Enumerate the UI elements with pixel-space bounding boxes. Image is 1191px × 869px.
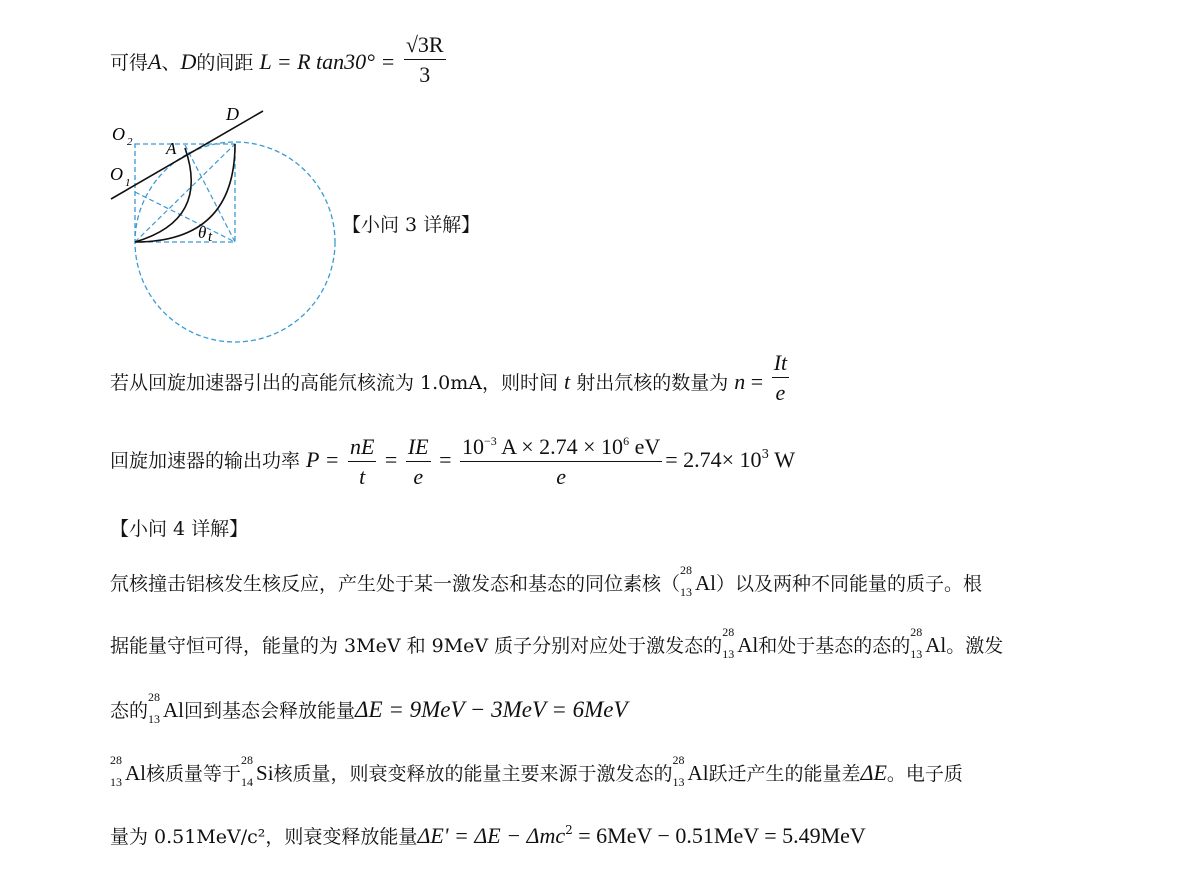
heading-q3: 【小问 3 详解】 bbox=[342, 214, 481, 236]
text: eV bbox=[629, 434, 661, 459]
fraction bbox=[772, 352, 789, 404]
text: ）以及两种不同能量的质子。根 bbox=[716, 573, 983, 595]
mass-number: 28 bbox=[722, 625, 735, 639]
label-t: t bbox=[208, 229, 213, 245]
mass-number: 28 bbox=[680, 563, 693, 577]
var-d: D bbox=[180, 49, 197, 74]
paragraph bbox=[110, 753, 963, 789]
text: 据能量守恒可得，能量的为 3MeV 和 9MeV 质子分别对应处于激发态的 bbox=[110, 635, 723, 657]
atomic-number: 13 bbox=[680, 585, 693, 599]
fraction bbox=[404, 34, 446, 86]
exponent: 3 bbox=[761, 447, 770, 461]
paragraph bbox=[110, 563, 983, 599]
text: 的间距 bbox=[196, 52, 254, 74]
line-power bbox=[110, 436, 795, 488]
text: 态的 bbox=[110, 700, 149, 722]
mass-number: 28 bbox=[910, 625, 923, 639]
text: 可得 bbox=[110, 52, 149, 74]
var-t: t bbox=[564, 369, 571, 394]
symbol: Al bbox=[163, 698, 185, 722]
atomic-number: 13 bbox=[722, 647, 735, 661]
line-count bbox=[110, 350, 792, 410]
text: A × 2.74 × 10 bbox=[496, 434, 624, 459]
result: = 2.74× 10 bbox=[665, 447, 762, 472]
symbol: Al bbox=[687, 761, 709, 785]
label-o2: O bbox=[112, 124, 125, 144]
equals: = bbox=[433, 447, 457, 472]
equation: ΔE' = ΔE − Δmc bbox=[417, 823, 566, 848]
symbol: Al bbox=[695, 571, 717, 595]
symbol: Al bbox=[925, 633, 947, 657]
fraction bbox=[406, 436, 431, 488]
line-spacing-result bbox=[110, 32, 449, 90]
atomic-number: 13 bbox=[910, 647, 923, 661]
var-p: P = bbox=[306, 447, 345, 472]
isotope-al bbox=[672, 753, 709, 789]
denominator: e bbox=[556, 464, 566, 489]
equals: = bbox=[379, 447, 403, 472]
label-o2-sub: 2 bbox=[127, 136, 133, 148]
mass-number: 28 bbox=[148, 690, 161, 704]
isotope-al bbox=[680, 563, 717, 599]
atomic-number: 13 bbox=[110, 775, 122, 789]
text: 10 bbox=[462, 434, 484, 459]
text: 若从回旋加速器引出的高能氘核流为 1.0mA，则时间 bbox=[110, 372, 565, 394]
mass-number: 28 bbox=[241, 753, 254, 767]
text: 和处于基态的态的 bbox=[758, 635, 911, 657]
text: 核质量等于 bbox=[146, 763, 242, 785]
denominator: e bbox=[775, 380, 786, 405]
numerator: IE bbox=[406, 436, 431, 462]
equation: L = R tan30° = bbox=[259, 49, 401, 74]
isotope-si bbox=[241, 753, 274, 789]
heading-q4: 【小问 4 详解】 bbox=[110, 518, 249, 540]
atomic-number: 13 bbox=[148, 712, 161, 726]
var-a: A bbox=[148, 49, 162, 74]
text: 射出氘核的数量为 bbox=[570, 372, 735, 394]
delta-e: ΔE bbox=[860, 760, 887, 785]
text: 回旋加速器的输出功率 bbox=[110, 450, 307, 472]
denominator: t bbox=[359, 464, 366, 489]
paragraph bbox=[110, 625, 1004, 661]
numerator: nE bbox=[348, 436, 376, 462]
exponent: 6 bbox=[623, 434, 630, 448]
isotope-al bbox=[110, 753, 146, 789]
exponent: −3 bbox=[484, 434, 497, 448]
text: 核质量，则衰变释放的能量主要来源于激发态的 bbox=[273, 763, 673, 785]
numerator bbox=[460, 436, 662, 462]
symbol: Al bbox=[125, 761, 146, 785]
symbol: Si bbox=[256, 761, 274, 785]
var-n: n bbox=[734, 369, 746, 394]
denominator: 3 bbox=[419, 62, 431, 87]
label-o1: O bbox=[110, 164, 123, 184]
label-theta: θ bbox=[198, 223, 207, 242]
equation: = 6MeV − 0.51MeV = 5.49MeV bbox=[572, 823, 866, 848]
text: 、 bbox=[161, 52, 181, 74]
isotope-al bbox=[910, 625, 947, 661]
fraction bbox=[348, 436, 376, 488]
mass-number: 28 bbox=[672, 753, 685, 767]
fraction bbox=[460, 436, 662, 488]
label-a: A bbox=[166, 139, 177, 158]
text: 。电子质 bbox=[886, 763, 963, 785]
text: 氘核撞击铝核发生核反应，产生处于某一激发态和基态的同位素核（ bbox=[110, 573, 681, 595]
isotope-al bbox=[722, 625, 759, 661]
denominator: e bbox=[413, 464, 424, 489]
numerator: It bbox=[772, 352, 789, 378]
label-o1-sub: 1 bbox=[125, 177, 131, 189]
atomic-number: 14 bbox=[241, 775, 254, 789]
equation: ΔE = 9MeV − 3MeV = 6MeV bbox=[355, 697, 628, 722]
symbol: Al bbox=[737, 633, 759, 657]
dashed-diagonal bbox=[135, 144, 235, 242]
exponent: 2 bbox=[565, 823, 573, 837]
isotope-al bbox=[148, 690, 185, 726]
text: 跃迁产生的能量差 bbox=[708, 763, 861, 785]
unit: W bbox=[769, 447, 796, 472]
text: 量为 0.51MeV/c²，则衰变释放能量 bbox=[110, 826, 418, 848]
dashed-line bbox=[135, 192, 235, 242]
paragraph bbox=[110, 825, 866, 847]
paragraph bbox=[110, 690, 628, 726]
mass-number: 28 bbox=[110, 753, 122, 767]
text: 回到基态会释放能量 bbox=[184, 700, 356, 722]
label-d: D bbox=[226, 104, 239, 124]
numerator: √3R bbox=[404, 34, 446, 60]
text: 。激发 bbox=[946, 635, 1004, 657]
dashed-line bbox=[185, 145, 235, 242]
atomic-number: 13 bbox=[672, 775, 685, 789]
equals: = bbox=[745, 369, 769, 394]
